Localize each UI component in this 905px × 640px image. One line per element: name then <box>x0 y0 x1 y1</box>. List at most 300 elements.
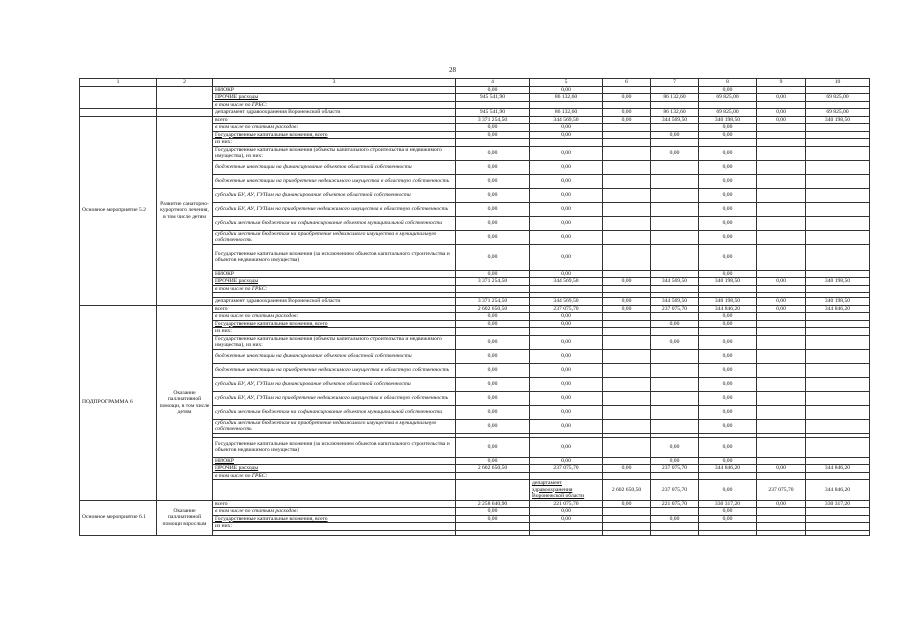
activity-name-cell: Основное мероприятие 5.2 <box>80 116 157 305</box>
value-cell <box>757 230 806 244</box>
value-cell: 344 569,50 <box>530 278 603 286</box>
value-cell: 0,00 <box>699 405 757 419</box>
value-cell <box>806 230 870 244</box>
row-label: бюджетные инвестиции на приобретение недвижимого имущества в областную собственность <box>213 174 456 188</box>
value-cell: 237 075,70 <box>651 305 699 313</box>
value-cell <box>757 160 806 174</box>
value-cell <box>757 377 806 391</box>
value-cell <box>603 391 651 405</box>
row-label: в том числе по статьям расходов: <box>213 124 456 132</box>
value-cell: 0,00 <box>530 131 603 139</box>
value-cell: 0,00 <box>530 515 603 523</box>
value-cell <box>806 174 870 188</box>
value-cell: 2 258 640,90 <box>456 500 530 508</box>
column-header: 9 <box>757 79 806 87</box>
value-cell <box>651 202 699 216</box>
value-cell: 0,00 <box>456 508 530 516</box>
value-cell: 0,00 <box>699 515 757 523</box>
value-cell: 0,00 <box>456 405 530 419</box>
value-cell <box>806 285 870 293</box>
value-cell <box>757 419 806 433</box>
row-label: Государственные капитальные вложения, всего <box>213 320 456 328</box>
value-cell: 0,00 <box>456 457 530 465</box>
value-cell <box>530 472 603 480</box>
value-cell <box>456 139 530 147</box>
row-label: ПРОЧИЕ расходы <box>213 278 456 286</box>
value-cell <box>699 101 757 109</box>
value-cell <box>530 530 603 535</box>
value-cell: 221 075,70 <box>530 500 603 508</box>
value-cell: 344 569,50 <box>530 116 603 124</box>
row-label: всего <box>213 500 456 508</box>
value-cell <box>603 146 651 160</box>
value-cell <box>603 174 651 188</box>
row-label: всего <box>213 116 456 124</box>
value-cell <box>757 270 806 278</box>
value-cell: 0,00 <box>456 363 530 377</box>
value-cell: 0,00 <box>456 515 530 523</box>
value-cell: 0,00 <box>530 230 603 244</box>
value-cell <box>806 124 870 132</box>
row-label <box>213 530 456 535</box>
value-cell <box>603 523 651 531</box>
value-cell: 0,00 <box>456 244 530 270</box>
value-cell: 2 602 650,50 <box>603 480 651 501</box>
table-row <box>80 305 870 313</box>
value-cell <box>757 320 806 328</box>
value-cell <box>806 86 870 94</box>
value-cell <box>651 124 699 132</box>
value-cell <box>603 160 651 174</box>
value-cell: 2 602 650,50 <box>456 465 530 473</box>
value-cell <box>651 349 699 363</box>
value-cell: 0,00 <box>456 377 530 391</box>
value-cell <box>757 244 806 270</box>
row-label: субсидии местным бюджетам на софинансирование объектов муниципальной собственности <box>213 405 456 419</box>
value-cell: 69 825,00 <box>699 94 757 102</box>
value-cell <box>806 457 870 465</box>
row-label: НИОКР <box>213 86 456 94</box>
value-cell <box>603 349 651 363</box>
value-cell: 0,00 <box>757 465 806 473</box>
value-cell <box>757 101 806 109</box>
value-cell <box>757 457 806 465</box>
value-cell: 0,00 <box>699 202 757 216</box>
value-cell <box>651 139 699 147</box>
header-row <box>80 79 870 87</box>
value-cell: 0,00 <box>699 174 757 188</box>
value-cell: 344 846,20 <box>806 480 870 501</box>
value-cell <box>699 523 757 531</box>
value-cell <box>603 515 651 523</box>
value-cell: 86 132,60 <box>651 94 699 102</box>
column-header: 2 <box>157 79 213 87</box>
column-header: 4 <box>456 79 530 87</box>
value-cell <box>603 244 651 270</box>
activity-description-cell: Оказание паллиативной помощи взрослым <box>157 500 213 535</box>
row-label: департамент здравоохранения Воронежской области <box>213 298 456 306</box>
value-cell: 340 198,50 <box>699 116 757 124</box>
value-cell: 0,00 <box>699 437 757 457</box>
value-cell: 0,00 <box>603 305 651 313</box>
column-header: 1 <box>80 79 157 87</box>
value-cell: 344 569,50 <box>651 298 699 306</box>
row-label: субсидии местным бюджетам на приобретение недвижимого имущества в муниципальную собственность <box>213 419 456 433</box>
row-label: бюджетные инвестиции на финансирование объектов областной собственности <box>213 349 456 363</box>
activity-name-cell <box>213 480 456 501</box>
value-cell <box>456 523 530 531</box>
value-cell: 0,00 <box>699 86 757 94</box>
column-header: 10 <box>806 79 870 87</box>
value-cell <box>530 523 603 531</box>
row-label: ПРОЧИЕ расходы <box>213 465 456 473</box>
value-cell: 0,00 <box>530 188 603 202</box>
value-cell: 2 602 650,50 <box>456 305 530 313</box>
value-cell <box>651 174 699 188</box>
value-cell <box>757 405 806 419</box>
value-cell <box>603 101 651 109</box>
table-row <box>80 116 870 124</box>
value-cell <box>651 101 699 109</box>
value-cell <box>806 515 870 523</box>
value-cell <box>651 313 699 321</box>
column-header: 5 <box>530 79 603 87</box>
value-cell: 0,00 <box>699 419 757 433</box>
value-cell: 0,00 <box>530 335 603 349</box>
value-cell <box>651 391 699 405</box>
page-number: 28 <box>449 66 456 74</box>
value-cell <box>699 530 757 535</box>
value-cell: 0,00 <box>699 480 757 501</box>
value-cell: 344 846,20 <box>699 305 757 313</box>
value-cell <box>806 437 870 457</box>
value-cell <box>530 328 603 336</box>
value-cell: 3 371 254,50 <box>456 278 530 286</box>
value-cell <box>651 405 699 419</box>
value-cell <box>603 377 651 391</box>
value-cell: 0,00 <box>699 391 757 405</box>
value-cell <box>530 285 603 293</box>
value-cell: 340 198,50 <box>806 298 870 306</box>
value-cell: 0,00 <box>699 320 757 328</box>
value-cell: 0,00 <box>651 437 699 457</box>
value-cell <box>603 405 651 419</box>
value-cell: 340 198,50 <box>806 116 870 124</box>
value-cell <box>603 313 651 321</box>
row-label: из них: <box>213 139 456 147</box>
value-cell <box>456 328 530 336</box>
row-label: Государственные капитальные вложения, всего <box>213 131 456 139</box>
value-cell <box>603 139 651 147</box>
value-cell <box>456 472 530 480</box>
value-cell: 0,00 <box>530 86 603 94</box>
activity-name-cell: ПОДПРОГРАММА 6 <box>80 305 157 500</box>
column-header: 7 <box>651 79 699 87</box>
value-cell <box>651 285 699 293</box>
value-cell <box>806 202 870 216</box>
row-label: субсидии БУ, АУ, ГУПам на финансирование объектов областной собственности <box>213 377 456 391</box>
value-cell: 0,00 <box>699 160 757 174</box>
value-cell <box>603 457 651 465</box>
value-cell <box>806 160 870 174</box>
row-label: департамент здравоохранения Воронежской области <box>530 480 603 501</box>
value-cell: 0,00 <box>757 298 806 306</box>
value-cell: 0,00 <box>699 131 757 139</box>
value-cell: 86 132,60 <box>530 94 603 102</box>
value-cell: 0,00 <box>699 230 757 244</box>
value-cell <box>603 270 651 278</box>
value-cell <box>757 391 806 405</box>
table-row <box>80 109 870 117</box>
value-cell <box>806 349 870 363</box>
value-cell <box>603 86 651 94</box>
row-label: субсидии БУ, АУ, ГУПам на приобретение недвижимого имущества в областную собственность <box>213 202 456 216</box>
value-cell <box>806 419 870 433</box>
value-cell: 0,00 <box>530 244 603 270</box>
value-cell: 237 075,70 <box>651 480 699 501</box>
value-cell: 0,00 <box>530 457 603 465</box>
value-cell: 0,00 <box>699 270 757 278</box>
value-cell: 0,00 <box>603 94 651 102</box>
value-cell: 0,00 <box>603 298 651 306</box>
row-label: субсидии местным бюджетам на приобретение недвижимого имущества в муниципальную собственность <box>213 230 456 244</box>
value-cell <box>651 377 699 391</box>
value-cell <box>699 328 757 336</box>
value-cell <box>651 508 699 516</box>
value-cell: 0,00 <box>456 124 530 132</box>
activity-description-cell <box>157 109 213 117</box>
value-cell <box>603 320 651 328</box>
value-cell: 0,00 <box>757 109 806 117</box>
activity-name-cell: Основное мероприятие 6.1 <box>80 500 157 535</box>
value-cell: 0,00 <box>530 146 603 160</box>
value-cell <box>806 508 870 516</box>
value-cell: 0,00 <box>530 320 603 328</box>
value-cell <box>651 230 699 244</box>
value-cell <box>757 363 806 377</box>
value-cell <box>806 101 870 109</box>
row-label: в том числе по статьям расходов: <box>213 313 456 321</box>
activity-description-cell <box>157 86 213 109</box>
value-cell <box>757 508 806 516</box>
value-cell <box>603 508 651 516</box>
value-cell: 344 569,50 <box>530 298 603 306</box>
value-cell: 237 075,70 <box>530 465 603 473</box>
row-label: из них: <box>213 523 456 531</box>
row-label: Государственные капитальные вложения (объекты капитального строительства и недвижимого имущества), из них: <box>213 335 456 349</box>
value-cell <box>699 285 757 293</box>
value-cell: 0,00 <box>699 124 757 132</box>
value-cell <box>699 139 757 147</box>
value-cell: 0,00 <box>757 305 806 313</box>
row-label: Государственные капитальные вложения (объекты капитального строительства и недвижимого имущества), из них: <box>213 146 456 160</box>
value-cell: 0,00 <box>456 188 530 202</box>
value-cell: 344 846,20 <box>806 305 870 313</box>
value-cell: 0,00 <box>651 335 699 349</box>
row-label: бюджетные инвестиции на приобретение недвижимого имущества в областную собственность <box>213 363 456 377</box>
value-cell: 945 541,90 <box>456 94 530 102</box>
value-cell: 340 198,50 <box>699 298 757 306</box>
value-cell: 340 198,50 <box>806 278 870 286</box>
column-header: 6 <box>603 79 651 87</box>
value-cell <box>757 124 806 132</box>
value-cell <box>806 320 870 328</box>
value-cell: 0,00 <box>456 313 530 321</box>
value-cell: 945 541,90 <box>456 109 530 117</box>
value-cell: 0,00 <box>530 270 603 278</box>
value-cell: 0,00 <box>530 349 603 363</box>
activity-description-cell: Развитие санаторно-курортного лечения, в том числе детям <box>157 116 213 305</box>
value-cell: 330 317,20 <box>806 500 870 508</box>
value-cell: 0,00 <box>530 174 603 188</box>
value-cell: 237 075,70 <box>757 480 806 501</box>
value-cell: 0,00 <box>456 202 530 216</box>
value-cell: 0,00 <box>530 216 603 230</box>
value-cell <box>651 160 699 174</box>
value-cell <box>603 124 651 132</box>
column-header: 3 <box>213 79 456 87</box>
row-label: субсидии местным бюджетам на софинансирование объектов муниципальной собственности <box>213 216 456 230</box>
value-cell <box>603 335 651 349</box>
value-cell: 0,00 <box>530 405 603 419</box>
value-cell: 0,00 <box>530 437 603 457</box>
value-cell: 330 317,20 <box>699 500 757 508</box>
value-cell: 0,00 <box>699 335 757 349</box>
value-cell: 0,00 <box>699 146 757 160</box>
row-label: субсидии БУ, АУ, ГУПам на финансирование объектов областной собственности <box>213 188 456 202</box>
value-cell: 0,00 <box>456 174 530 188</box>
value-cell: 0,00 <box>651 131 699 139</box>
value-cell <box>603 188 651 202</box>
value-cell: 0,00 <box>699 377 757 391</box>
value-cell: 86 132,60 <box>530 109 603 117</box>
budget-table <box>79 78 870 536</box>
value-cell: 0,00 <box>530 363 603 377</box>
value-cell: 0,00 <box>757 94 806 102</box>
value-cell <box>530 101 603 109</box>
value-cell <box>603 419 651 433</box>
value-cell: 237 075,70 <box>530 305 603 313</box>
row-label: всего <box>213 305 456 313</box>
value-cell <box>603 230 651 244</box>
value-cell <box>651 244 699 270</box>
activity-description-cell: Оказание паллиативной помощи, в том числе детям <box>157 305 213 500</box>
value-cell: 69 825,00 <box>699 109 757 117</box>
value-cell <box>603 285 651 293</box>
value-cell <box>806 244 870 270</box>
value-cell <box>757 202 806 216</box>
value-cell <box>757 437 806 457</box>
row-label: в том числе по ГРБС: <box>213 472 456 480</box>
value-cell <box>651 86 699 94</box>
value-cell: 344 569,50 <box>651 116 699 124</box>
value-cell <box>757 328 806 336</box>
value-cell <box>651 523 699 531</box>
value-cell <box>806 270 870 278</box>
value-cell <box>651 363 699 377</box>
value-cell <box>603 530 651 535</box>
value-cell: 0,00 <box>651 320 699 328</box>
value-cell <box>806 363 870 377</box>
value-cell: 0,00 <box>603 500 651 508</box>
row-label: из них: <box>213 328 456 336</box>
value-cell: 0,00 <box>651 515 699 523</box>
column-header: 8 <box>699 79 757 87</box>
value-cell <box>806 146 870 160</box>
value-cell: 86 132,60 <box>651 109 699 117</box>
value-cell: 0,00 <box>456 391 530 405</box>
value-cell <box>806 335 870 349</box>
value-cell: 0,00 <box>456 335 530 349</box>
value-cell: 340 198,50 <box>699 278 757 286</box>
value-cell: 344 846,20 <box>699 465 757 473</box>
row-label: НИОКР <box>213 457 456 465</box>
row-label: в том числе по статьям расходов: <box>213 508 456 516</box>
value-cell <box>806 188 870 202</box>
value-cell <box>757 188 806 202</box>
value-cell <box>699 472 757 480</box>
value-cell <box>603 328 651 336</box>
row-label: ПРОЧИЕ расходы <box>213 94 456 102</box>
value-cell <box>651 472 699 480</box>
value-cell <box>757 139 806 147</box>
value-cell: 237 075,70 <box>651 465 699 473</box>
row-label: субсидии БУ, АУ, ГУПам на приобретение недвижимого имущества в областную собственность <box>213 391 456 405</box>
value-cell <box>757 523 806 531</box>
value-cell <box>806 405 870 419</box>
value-cell <box>757 146 806 160</box>
value-cell: 0,00 <box>530 419 603 433</box>
value-cell: 0,00 <box>699 244 757 270</box>
value-cell: 0,00 <box>757 116 806 124</box>
value-cell <box>456 101 530 109</box>
value-cell <box>651 328 699 336</box>
value-cell <box>757 285 806 293</box>
row-label: Государственные капитальные вложения, всего <box>213 515 456 523</box>
value-cell: 0,00 <box>699 349 757 363</box>
value-cell <box>757 313 806 321</box>
value-cell: 69 825,00 <box>806 109 870 117</box>
value-cell <box>806 377 870 391</box>
value-cell: 0,00 <box>456 131 530 139</box>
value-cell: 0,00 <box>699 508 757 516</box>
value-cell: 69 825,00 <box>806 94 870 102</box>
value-cell <box>757 349 806 363</box>
value-cell: 0,00 <box>530 508 603 516</box>
row-label: Государственные капитальные вложения (за исключением объектов капитального строительства и объектов недвижимого имущества) <box>213 437 456 457</box>
value-cell: 0,00 <box>603 109 651 117</box>
value-cell <box>456 285 530 293</box>
value-cell: 0,00 <box>651 457 699 465</box>
value-cell <box>806 313 870 321</box>
value-cell: 0,00 <box>603 278 651 286</box>
value-cell <box>603 363 651 377</box>
value-cell: 0,00 <box>699 216 757 230</box>
value-cell: 0,00 <box>456 230 530 244</box>
value-cell: 0,00 <box>456 270 530 278</box>
row-label: НИОКР <box>213 270 456 278</box>
value-cell: 0,00 <box>456 86 530 94</box>
value-cell: 0,00 <box>456 216 530 230</box>
activity-name-cell <box>80 86 157 109</box>
value-cell: 0,00 <box>456 320 530 328</box>
value-cell <box>757 515 806 523</box>
activity-name-cell <box>80 109 157 117</box>
value-cell <box>806 391 870 405</box>
value-cell <box>806 523 870 531</box>
value-cell <box>806 139 870 147</box>
value-cell: 344 846,20 <box>806 465 870 473</box>
